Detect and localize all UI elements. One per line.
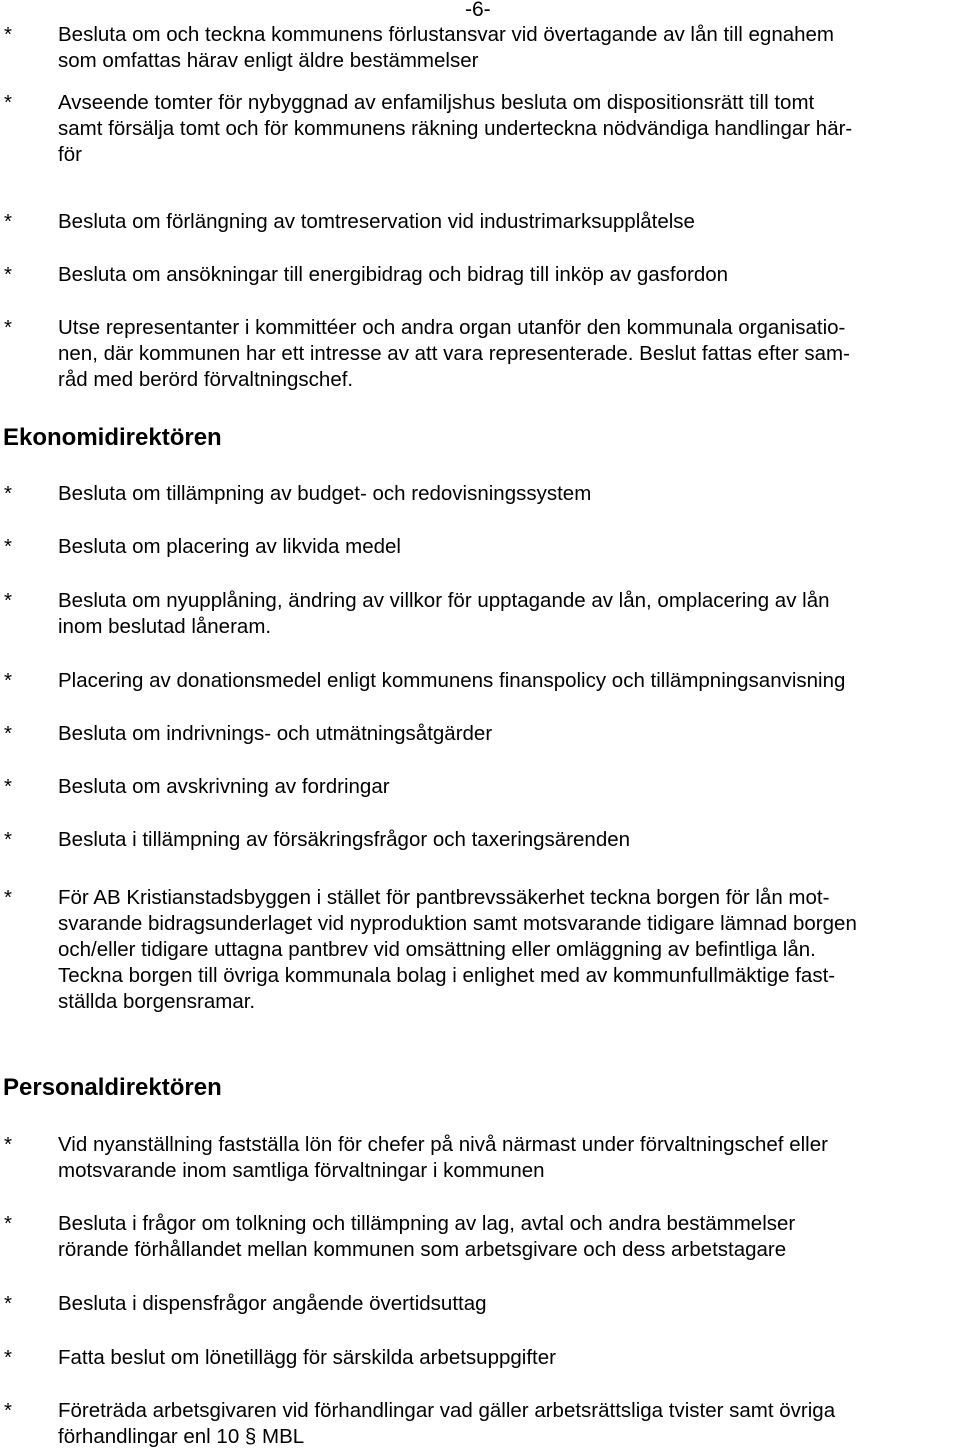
bullet-marker: * [4,263,12,286]
item-1 [0,90,960,168]
item-line: Fatta beslut om lönetillägg för särskilda arbetsuppgifter [58,1346,556,1369]
item-line: motsvarande inom samtliga förvaltningar i kommunen [58,1159,545,1182]
item-line: Besluta om ansökningar till energibidrag och bidrag till inköp av gasfordon [58,263,729,286]
bullet-marker: * [4,669,12,692]
item-line: Besluta i tillämpning av försäkringsfrågor och taxeringsärenden [58,828,631,851]
item-2 [0,209,960,235]
item-4 [0,315,960,393]
item-10 [0,774,960,800]
bullet-marker: * [4,482,12,505]
bullet-marker: * [4,1212,12,1235]
item-line: Besluta i dispensfrågor angående övertidsuttag [58,1292,487,1315]
item-17 [0,1398,960,1450]
item-line: samt försälja tomt och för kommunens räkning underteckna nödvändiga handlingar här- [58,117,853,140]
item-line: Besluta om avskrivning av fordringar [58,775,390,798]
item-9 [0,721,960,747]
item-line: Besluta om indrivnings- och utmätningsåtgärder [58,722,493,745]
item-line: svarande bidragsunderlaget vid nyproduktion samt motsvarande tidigare lämnad borgen [58,912,857,935]
item-line: förhandlingar enl 10 § MBL [58,1425,305,1448]
item-line: Besluta om tillämpning av budget- och redovisningssystem [58,482,592,505]
section-heading: Ekonomidirektören [3,424,222,451]
item-line: inom beslutad låneram. [58,615,272,638]
item-3 [0,262,960,288]
item-line: råd med berörd förvaltningschef. [58,368,354,391]
item-0 [0,22,960,74]
bullet-marker: * [4,535,12,558]
item-line: Besluta om och teckna kommunens förlustansvar vid övertagande av lån till egnahem [58,23,835,46]
bullet-marker: * [4,1133,12,1156]
item-line: nen, där kommunen har ett intresse av att vara representerade. Beslut fattas efter sam- [58,342,850,365]
item-15 [0,1291,960,1317]
bullet-marker: * [4,316,12,339]
bullet-marker: * [4,589,12,612]
item-5 [0,481,960,507]
item-line: Utse representanter i kommittéer och andra organ utanför den kommunala organisatio- [58,316,846,339]
item-line: Besluta om förlängning av tomtreservation vid industrimarksupplåtelse [58,210,695,233]
item-line: För AB Kristianstadsbyggen i stället för pantbrevssäkerhet teckna borgen för lån mot- [58,886,830,909]
item-line: Företräda arbetsgivaren vid förhandlingar vad gäller arbetsrättsliga tvister samt övriga [58,1399,836,1422]
page-number: -6- [465,0,491,21]
item-13 [0,1132,960,1184]
item-14 [0,1211,960,1263]
item-11 [0,827,960,853]
item-16 [0,1345,960,1371]
item-line: för [58,143,82,166]
item-line: som omfattas härav enligt äldre bestämmelser [58,49,479,72]
bullet-marker: * [4,210,12,233]
bullet-marker: * [4,722,12,745]
item-line: och/eller tidigare uttagna pantbrev vid omsättning eller omläggning av befintliga lån. [58,938,816,961]
item-line: Besluta om nyupplåning, ändring av villkor för upptagande av lån, omplacering av lån [58,589,830,612]
item-line: Besluta i frågor om tolkning och tillämpning av lag, avtal och andra bestämmelser [58,1212,796,1235]
bullet-marker: * [4,91,12,114]
item-8 [0,668,960,694]
item-line: Vid nyanställning fastställa lön för chefer på nivå närmast under förvaltningschef eller [58,1133,828,1156]
item-line: rörande förhållandet mellan kommunen som arbetsgivare och dess arbetstagare [58,1238,787,1261]
item-line: Teckna borgen till övriga kommunala bolag i enlighet med av kommunfullmäktige fast- [58,964,836,987]
item-line: ställda borgensramar. [58,990,256,1013]
bullet-marker: * [4,1346,12,1369]
item-7 [0,588,960,640]
section-heading: Personaldirektören [3,1074,222,1101]
item-6 [0,534,960,560]
item-line: Placering av donationsmedel enligt kommunens finanspolicy och tillämpningsanvisning [58,669,846,692]
bullet-marker: * [4,828,12,851]
bullet-marker: * [4,1292,12,1315]
bullet-marker: * [4,886,12,909]
bullet-marker: * [4,775,12,798]
item-line: Besluta om placering av likvida medel [58,535,401,558]
bullet-marker: * [4,23,12,46]
item-12 [0,885,960,1015]
bullet-marker: * [4,1399,12,1422]
item-line: Avseende tomter för nybyggnad av enfamiljshus besluta om dispositionsrätt till tomt [58,91,815,114]
